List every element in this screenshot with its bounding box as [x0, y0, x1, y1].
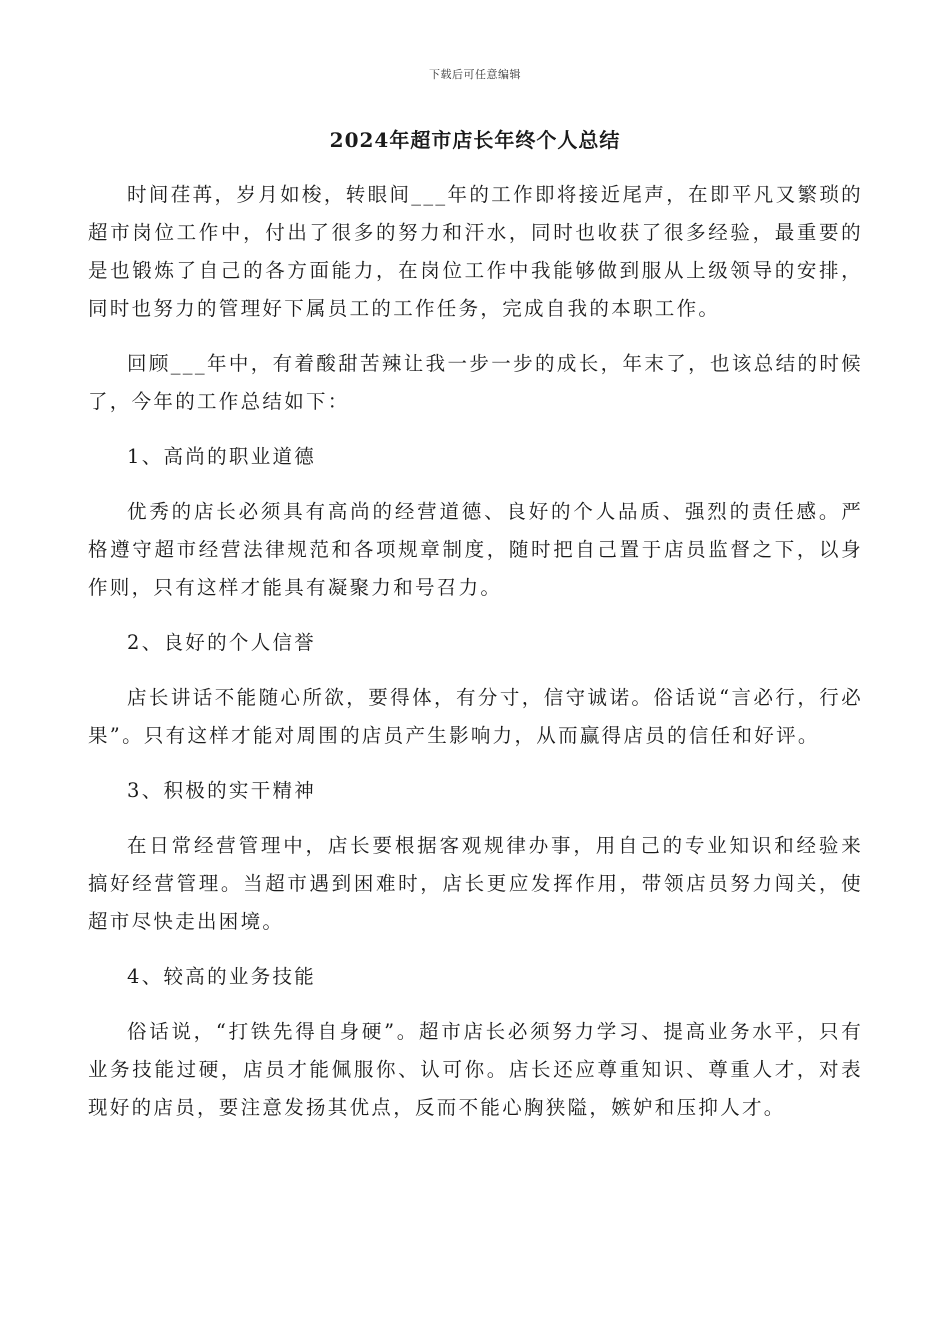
paragraph-intro: 时间荏苒，岁月如梭，转眼间___年的工作即将接近尾声，在即平凡又繁琐的超市岗位工作中，付出了很多的努力和汗水，同时也收获了很多经验，最重要的是也锻炼了自己的各方面能力，在岗位工作中我能够做到服从上级领导的安排，同时也努力的管理好下属员工的工作任务，完成自我的本职工作。 — [88, 183, 863, 320]
paragraph-section-1: 优秀的店长必须具有高尚的经营道德、良好的个人品质、强烈的责任感。严格遵守超市经营法律规范和各项规章制度，随时把自己置于店员监督之下，以身作则，只有这样才能具有凝聚力和号召力。 — [88, 500, 863, 599]
paragraph-section-3: 在日常经营管理中，店长要根据客观规律办事，用自己的专业知识和经验来搞好经营管理。当超市遇到困难时，店长更应发挥作用，带领店员努力闯关，使超市尽快走出困境。 — [88, 834, 863, 933]
section-heading-4: 4、较高的业务技能 — [127, 965, 317, 988]
section-heading-1: 1、高尚的职业道德 — [127, 445, 317, 468]
section-heading-3: 3、积极的实干精神 — [127, 779, 317, 802]
paragraph-review: 回顾___年中，有着酸甜苦辣让我一步一步的成长，年末了，也该总结的时候了，今年的工作总结如下： — [88, 352, 863, 413]
paragraph-section-4: 俗话说，“打铁先得自身硬”。超市店长必须努力学习、提高业务水平，只有业务技能过硬，店员才能佩服你、认可你。店长还应尊重知识、尊重人才，对表现好的店员，要注意发扬其优点，反而不能心胸狭隘，嫉妒和压抑人才。 — [88, 1020, 863, 1119]
header-note: 下载后可任意编辑 — [429, 68, 521, 81]
document-title: 2024年超市店长年终个人总结 — [329, 128, 621, 152]
section-heading-2: 2、良好的个人信誉 — [127, 631, 317, 654]
paragraph-section-2: 店长讲话不能随心所欲，要得体，有分寸，信守诚诺。俗话说“言必行，行必果”。只有这样才能对周围的店员产生影响力，从而赢得店员的信任和好评。 — [88, 686, 863, 747]
document-body — [88, 176, 863, 1144]
